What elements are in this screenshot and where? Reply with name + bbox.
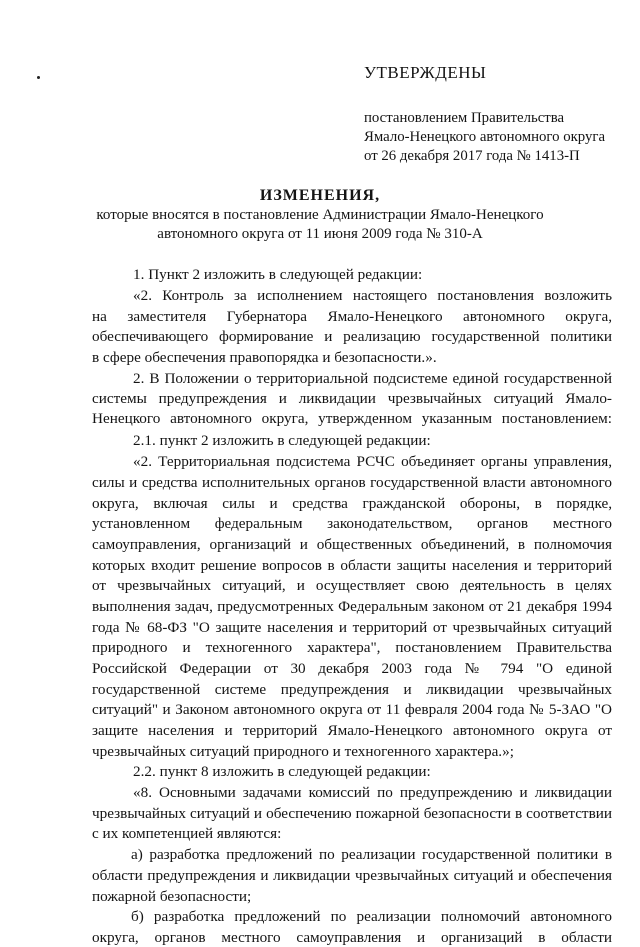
body-text-line: выполнения задач, предусмотренных Федеральным законом от 21 декабря 1994 [92,598,612,615]
body-text-line: ситуаций" и Законом автономного округа от 11 февраля 2004 года № 5-ЗАО "О [92,701,612,718]
body-text-line: системы предупреждения и ликвидации чрезвычайных ситуаций Ямало- [92,390,612,407]
approval-title: УТВЕРЖДЕНЫ [364,63,487,82]
heading-title: ИЗМЕНЕНИЯ, [259,187,381,204]
body-text-line: силы и средства исполнительных органов государственной власти автономного [92,474,612,491]
body-text-line: Российской Федерации от 30 декабря 2003 года № 794 "О единой [92,660,612,677]
scan-speck [37,76,40,79]
approval-line: постановлением Правительства [364,110,565,126]
body-text-line: на заместителя Губернатора Ямало-Ненецкого автономного округа, [92,308,612,325]
body-text-line: 2. В Положении о территориальной подсистеме единой государственной [133,370,612,387]
body-text-line: чрезвычайных ситуаций природного и техногенного характера.»; [92,743,514,760]
body-text-line: 2.2. пункт 8 изложить в следующей редакции: [133,763,431,780]
body-text-line: Ненецкого автономного округа, утвержденном указанным постановлением: [92,410,612,427]
body-text-line: государственной системе предупреждения и ликвидации чрезвычайных [92,681,612,698]
body-text-line: в сфере обеспечения правопорядка и безопасности.». [92,349,437,366]
body-text-line: округа, органов местного самоуправления и организаций в области [92,929,612,946]
body-text-line: а) разработка предложений по реализации государственной политики в [131,846,612,863]
body-text-line: «2. Территориальная подсистема РСЧС объединяет органы управления, [133,453,612,470]
body-text-line: «2. Контроль за исполнением настоящего постановления возложить [133,287,612,304]
approval-stamp-block [364,63,624,166]
body-text-line: от чрезвычайных ситуаций, и осуществляет свою деятельность в целях [92,577,612,594]
body-text-line: обеспечивающего формирование и реализацию государственной политики [92,328,612,345]
heading-subtitle-line: которые вносятся в постановление Администрации Ямало-Ненецкого [96,207,544,223]
body-text-line: самоуправления, организаций и общественных объединений, в полномочия [92,536,612,553]
body-text-line: природного и техногенного характера", постановлением Правительства [92,639,612,656]
body-text-line: «8. Основными задачами комиссий по предупреждению и ликвидации [133,784,612,801]
body-text-line: с их компетенцией являются: [92,825,282,842]
body-text-line: года № 68-ФЗ "О защите населения и территорий от чрезвычайных ситуаций [92,619,612,636]
body-text-line: которых входит решение вопросов в области защиты населения и территорий [92,557,612,574]
body-text-line: пожарной безопасности; [92,888,252,905]
body-text-line: б) разработка предложений по реализации полномочий автономного [131,908,612,925]
approval-line: от 26 декабря 2017 года № 1413-П [364,148,580,164]
body-text-line: защите населения и территорий Ямало-Ненецкого автономного округа от [92,722,612,739]
body-text-line: 1. Пункт 2 изложить в следующей редакции: [133,266,423,283]
document-heading [90,186,550,244]
body-text-line: 2.1. пункт 2 изложить в следующей редакции: [133,432,431,449]
body-text-line: области предупреждения и ликвидации чрезвычайных ситуаций и обеспечения [92,867,612,884]
approval-line: Ямало-Ненецкого автономного округа [364,129,606,145]
body-text-line: чрезвычайных ситуаций и обеспечению пожарной безопасности в соответствии [92,805,612,822]
heading-subtitle-line: автономного округа от 11 июня 2009 года № 310-А [157,226,483,242]
body-text-line: установленном федеральным законодательством, органов местного [92,515,612,532]
body-text-line: округа, включая силы и средства гражданской обороны, в порядке, [92,495,612,512]
